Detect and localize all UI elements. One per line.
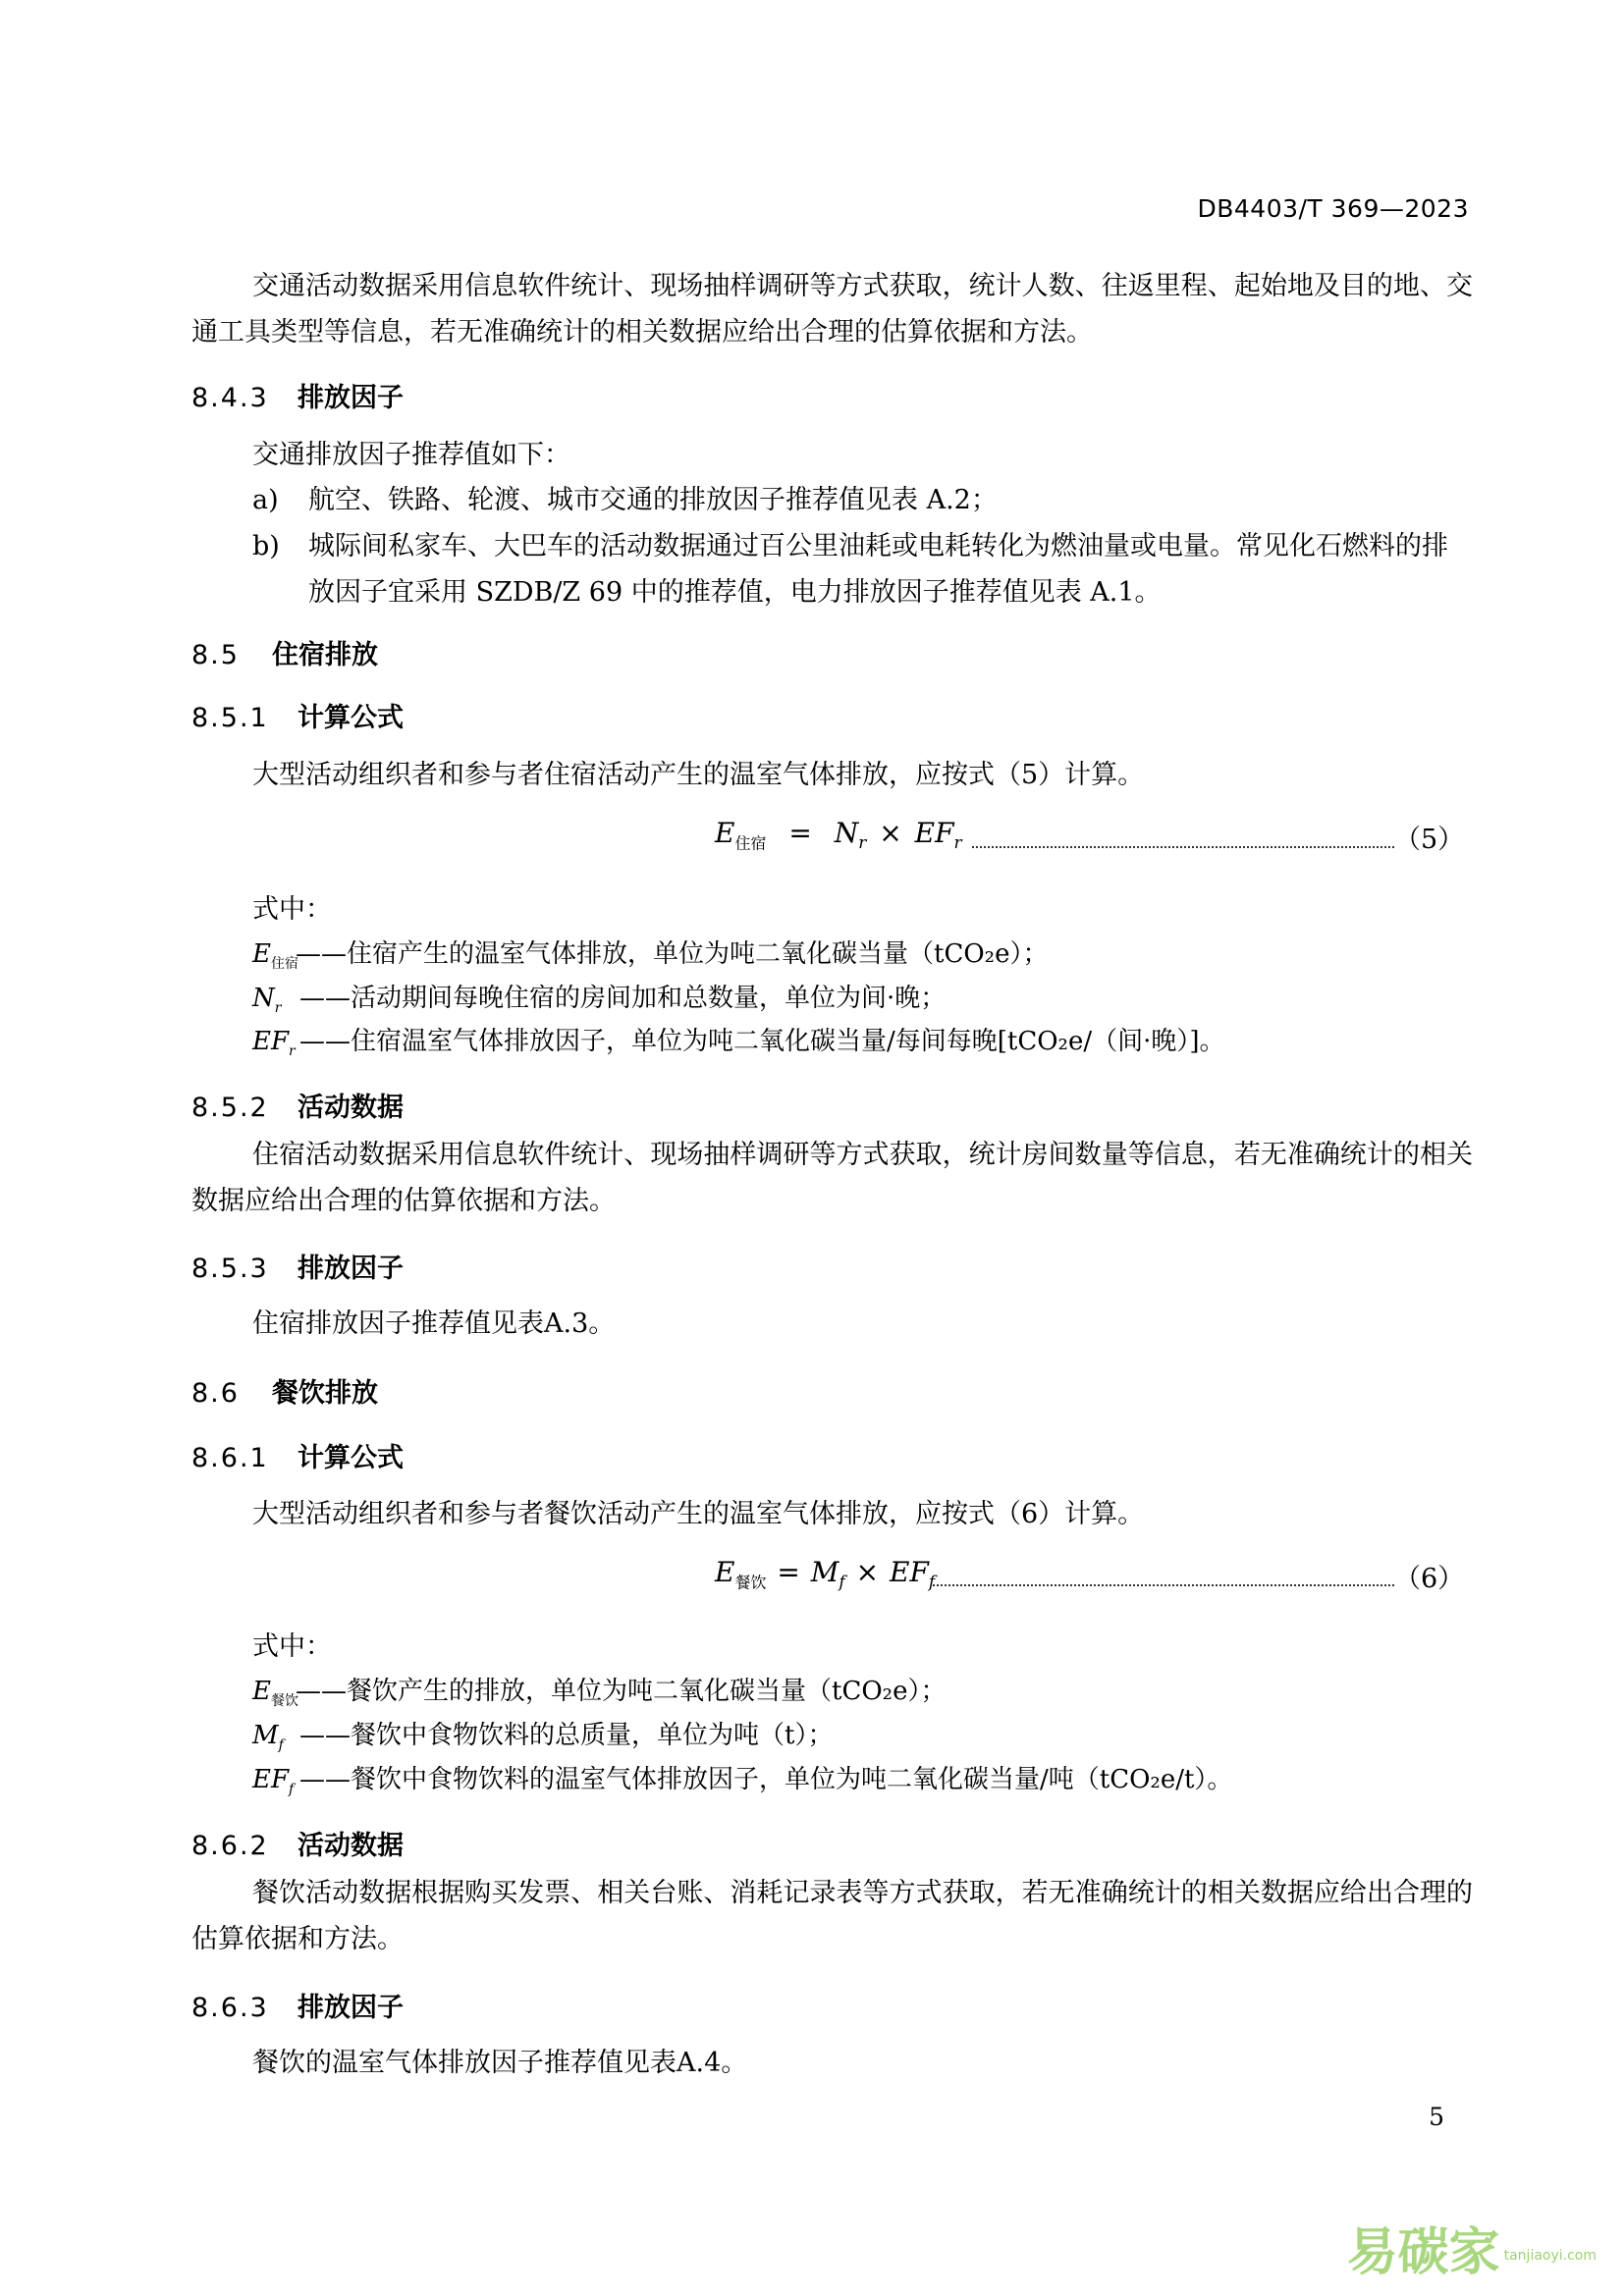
section-8-5-heading: [191, 633, 378, 671]
section-8-6-1-heading: [191, 1436, 404, 1474]
section-title: 排放因子: [298, 1254, 404, 1284]
page-number: 5: [1429, 2103, 1444, 2131]
def-subscript: 住宿: [270, 956, 298, 973]
def-text: 餐饮中食物饮料的温室气体排放因子，单位为吨二氧化碳当量/吨（tCO₂e/t）。: [351, 1765, 1233, 1794]
section-number: 8.6: [191, 1378, 240, 1409]
list-marker: a): [252, 485, 279, 515]
lodging-factor-text: 住宿排放因子推荐值见表A.3。: [252, 1308, 616, 1339]
def-dash: ——: [296, 939, 347, 969]
section-8-5-1-heading: [191, 696, 404, 734]
section-8-5-3-heading: [191, 1247, 404, 1285]
def-dash: ——: [299, 1765, 351, 1794]
formula-symbol: E: [715, 817, 735, 849]
definition-m-f: [252, 1715, 833, 1753]
formula-subscript: f: [928, 1573, 936, 1592]
def-dash: ——: [299, 1027, 351, 1056]
section-title: 活动数据: [298, 1831, 404, 1861]
definition-ef-r: [252, 1021, 1225, 1059]
def-text: 活动期间每晚住宿的房间加和总数量，单位为间·晚；: [351, 984, 947, 1013]
formula-5: [715, 817, 962, 854]
section-number: 8.5: [191, 640, 240, 670]
food-formula-lead: 大型活动组织者和参与者餐饮活动产生的温室气体排放，应按式（6）计算。: [252, 1499, 1145, 1529]
formula-symbol: N: [834, 817, 859, 849]
section-title: 活动数据: [298, 1093, 404, 1123]
formula-subscript: 餐饮: [734, 1573, 767, 1592]
list-item-b: [252, 523, 1473, 615]
formula-operator: =: [777, 1556, 800, 1588]
list-marker: b): [252, 531, 280, 561]
list-item-text: 城际间私家车、大巴车的活动数据通过百公里油耗或电耗转化为燃油量或电量。常见化石燃料的排放因子宜采用 SZDB/Z 69 中的推荐值，电力排放因子推荐值见表 A.1。: [308, 531, 1448, 608]
def-text: 住宿温室气体排放因子，单位为吨二氧化碳当量/每间每晚[tCO₂e/（间·晚）]。: [351, 1027, 1225, 1056]
def-subscript: 餐饮: [270, 1693, 298, 1710]
section-number: 8.6.2: [191, 1831, 269, 1861]
def-symbol: EF: [252, 1027, 290, 1056]
section-title: 排放因子: [298, 1993, 404, 2023]
lodging-activity-paragraph: 住宿活动数据采用信息软件统计、现场抽样调研等方式获取，统计房间数量等信息，若无准确统计的相关数据应给出合理的估算依据和方法。: [191, 1140, 1473, 1216]
section-title: 餐饮排放: [272, 1378, 378, 1409]
where-label: 式中：: [252, 894, 332, 925]
formula-6-leader-dots: [933, 1584, 1394, 1586]
section-number: 8.6.3: [191, 1993, 269, 2023]
formula-operator: ×: [879, 817, 902, 849]
def-symbol: M: [252, 1721, 279, 1750]
def-symbol: E: [252, 1677, 271, 1706]
transport-factor-lead: 交通排放因子推荐值如下：: [252, 440, 570, 470]
formula-5-leader-dots: [972, 846, 1394, 848]
formula-symbol: EF: [890, 1556, 929, 1588]
section-8-6-heading: [191, 1371, 378, 1410]
section-number: 8.6.1: [191, 1443, 269, 1473]
def-subscript: r: [274, 1000, 282, 1017]
def-subscript: r: [289, 1043, 296, 1060]
lodging-formula-lead: 大型活动组织者和参与者住宿活动产生的温室气体排放，应按式（5）计算。: [252, 760, 1145, 790]
definition-ef-f: [252, 1759, 1232, 1797]
formula-subscript: r: [858, 833, 867, 853]
def-dash: ——: [299, 984, 351, 1013]
transport-activity-paragraph: 交通活动数据采用信息软件统计、现场抽样调研等方式获取，统计人数、往返里程、起始地及目的地、交通工具类型等信息，若无准确统计的相关数据应给出合理的估算依据和方法。: [191, 271, 1473, 347]
formula-operator: =: [788, 817, 812, 849]
section-title: 计算公式: [298, 1443, 404, 1473]
section-8-6-3-heading: [191, 1986, 404, 2024]
def-text: 餐饮产生的排放，单位为吨二氧化碳当量（tCO₂e）；: [347, 1677, 947, 1706]
section-number: 8.5.1: [191, 703, 269, 733]
section-8-4-3-heading: [191, 376, 404, 414]
definition-e-lodging: [252, 934, 1048, 973]
def-dash: ——: [296, 1677, 347, 1706]
equation-number-5: （5）: [1394, 825, 1465, 855]
def-symbol: E: [252, 939, 271, 969]
list-item-text: 航空、铁路、轮渡、城市交通的排放因子推荐值见表 A.2；: [308, 485, 998, 515]
section-title: 计算公式: [298, 703, 404, 733]
formula-subscript: f: [839, 1573, 845, 1592]
watermark-domain: tanjiaoyi.com: [1503, 2248, 1597, 2264]
watermark-text: 易碳家: [1346, 2223, 1500, 2282]
section-number: 8.5.2: [191, 1093, 269, 1123]
section-8-6-2-heading: [191, 1824, 404, 1862]
list-item-a: [252, 477, 1473, 523]
where-label: 式中：: [252, 1631, 332, 1662]
def-subscript: f: [289, 1782, 295, 1798]
equation-number-6: （6）: [1394, 1564, 1465, 1594]
section-number: 8.5.3: [191, 1254, 269, 1284]
section-number: 8.4.3: [191, 383, 269, 413]
formula-operator: ×: [855, 1556, 880, 1588]
definition-e-food: [252, 1671, 946, 1710]
def-subscript: f: [278, 1737, 284, 1754]
formula-symbol: M: [810, 1556, 839, 1588]
formula-subscript: 住宿: [734, 833, 767, 853]
definition-n-r: [252, 978, 946, 1016]
formula-symbol: E: [715, 1556, 735, 1588]
def-dash: ——: [299, 1721, 351, 1750]
section-8-5-2-heading: [191, 1086, 404, 1124]
formula-symbol: EF: [914, 817, 954, 849]
formula-subscript: r: [953, 833, 962, 853]
def-symbol: N: [252, 984, 275, 1013]
def-text: 餐饮中食物饮料的总质量，单位为吨（t）；: [351, 1721, 834, 1750]
formula-6: [715, 1556, 935, 1593]
section-title: 住宿排放: [272, 640, 378, 670]
standard-code: DB4403/T 369—2023: [1197, 194, 1469, 223]
food-factor-text: 餐饮的温室气体排放因子推荐值见表A.4。: [252, 2048, 748, 2078]
food-activity-paragraph: 餐饮活动数据根据购买发票、相关台账、消耗记录表等方式获取，若无准确统计的相关数据应给出合理的估算依据和方法。: [191, 1878, 1473, 1954]
def-text: 住宿产生的温室气体排放，单位为吨二氧化碳当量（tCO₂e）；: [347, 939, 1049, 969]
def-symbol: EF: [252, 1765, 290, 1794]
watermark-logo: [1347, 2211, 1597, 2284]
section-title: 排放因子: [298, 383, 404, 413]
